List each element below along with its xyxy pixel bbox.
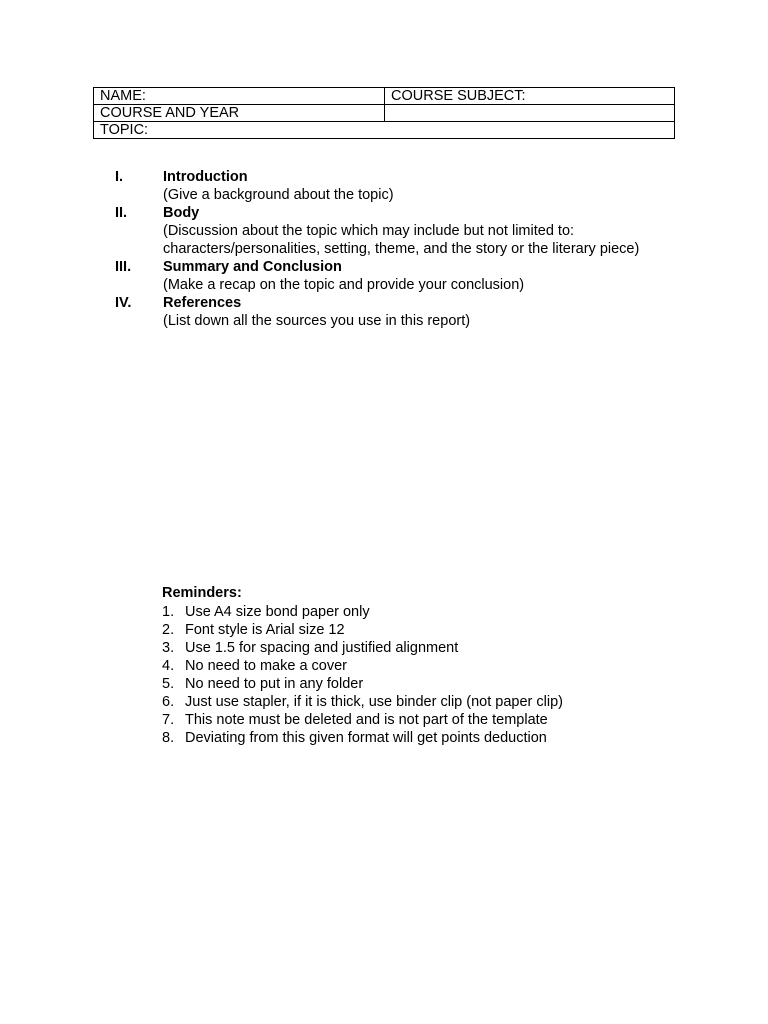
section-title: Body: [163, 205, 200, 221]
reminder-text: This note must be deleted and is not part of the template: [185, 712, 548, 728]
list-item: [162, 603, 682, 621]
table-row: [94, 88, 675, 105]
reminders-block: [162, 584, 682, 747]
reminders-title: Reminders:: [162, 585, 242, 601]
reminder-text: Just use stapler, if it is thick, use binder clip (not paper clip): [185, 694, 563, 710]
name-field[interactable]: NAME:: [94, 88, 385, 105]
list-item: [162, 621, 682, 639]
outline-section-references: [115, 294, 715, 330]
list-number: 8.: [162, 730, 175, 746]
empty-cell[interactable]: [385, 105, 675, 122]
list-item: [162, 675, 682, 693]
outline-section-introduction: [115, 168, 715, 204]
course-subject-field[interactable]: COURSE SUBJECT:: [385, 88, 675, 105]
header-info-table: [93, 87, 675, 139]
topic-field[interactable]: TOPIC:: [94, 122, 675, 139]
course-year-field[interactable]: COURSE AND YEAR: [94, 105, 385, 122]
list-number: 1.: [162, 604, 175, 620]
reminder-text: Deviating from this given format will get points deduction: [185, 730, 547, 746]
outline-section-summary: [115, 258, 715, 294]
reminder-text: Use 1.5 for spacing and justified alignment: [185, 640, 459, 656]
report-outline: [115, 168, 715, 330]
list-item: [162, 693, 682, 711]
outline-section-body: [115, 204, 715, 258]
list-number: 3.: [162, 640, 175, 656]
list-item: [162, 729, 682, 747]
section-description: (List down all the sources you use in this report): [163, 313, 471, 329]
list-number: 6.: [162, 694, 175, 710]
section-description: (Give a background about the topic): [163, 187, 394, 203]
section-numeral: III.: [115, 259, 132, 275]
reminder-text: Use A4 size bond paper only: [185, 604, 370, 620]
section-title: Introduction: [163, 169, 248, 185]
section-numeral: IV.: [115, 295, 132, 311]
reminder-text: Font style is Arial size 12: [185, 622, 345, 638]
section-description: (Make a recap on the topic and provide your conclusion): [163, 277, 525, 293]
list-item: [162, 711, 682, 729]
table-row: [94, 105, 675, 122]
list-number: 7.: [162, 712, 175, 728]
list-item: [162, 639, 682, 657]
table-row: [94, 122, 675, 139]
section-description: (Discussion about the topic which may include but not limited to:: [163, 223, 575, 239]
list-number: 2.: [162, 622, 175, 638]
list-item: [162, 657, 682, 675]
list-number: 5.: [162, 676, 175, 692]
list-number: 4.: [162, 658, 175, 674]
section-title: References: [163, 295, 242, 311]
section-numeral: II.: [115, 205, 128, 221]
section-numeral: I.: [115, 169, 124, 185]
section-description: characters/personalities, setting, theme, and the story or the literary piece): [163, 241, 640, 257]
reminder-text: No need to put in any folder: [185, 676, 364, 692]
reminder-text: No need to make a cover: [185, 658, 348, 674]
section-title: Summary and Conclusion: [163, 259, 342, 275]
